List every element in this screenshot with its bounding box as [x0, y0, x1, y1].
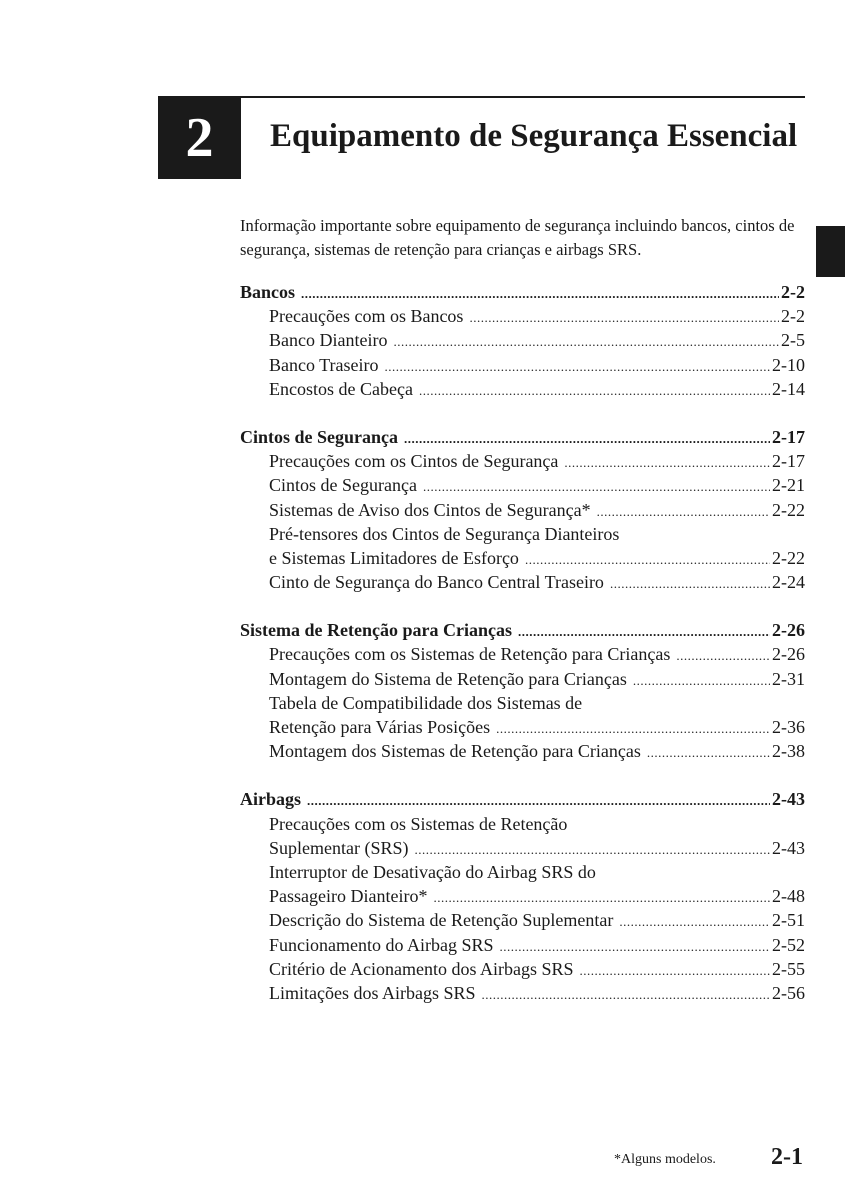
toc-entry[interactable] [240, 836, 805, 860]
toc-dot-leader [525, 548, 770, 572]
toc-entry[interactable] [240, 715, 805, 739]
toc-dot-leader [404, 427, 770, 451]
table-of-contents [240, 280, 805, 1029]
toc-dot-leader [393, 330, 779, 354]
toc-entry[interactable] [240, 522, 805, 546]
toc-entry-label: Precauções com os Cintos de Segurança [269, 451, 559, 472]
toc-entry-label: Cinto de Segurança do Banco Central Traseiro [269, 572, 604, 593]
toc-entry-label: Precauções com os Sistemas de Retenção [269, 813, 568, 834]
toc-page-number: 2-43 [772, 837, 805, 858]
toc-section [240, 787, 805, 1005]
toc-entry-label: Montagem do Sistema de Retenção para Crianças [269, 668, 627, 689]
toc-page-number: 2-43 [772, 789, 805, 810]
toc-dot-leader [500, 935, 771, 959]
toc-entry[interactable] [240, 304, 805, 328]
toc-page-number: 2-14 [772, 378, 805, 399]
toc-entry[interactable] [240, 884, 805, 908]
toc-page-number: 2-56 [772, 982, 805, 1003]
toc-entry-label: Cintos de Segurança [240, 426, 399, 447]
toc-page-number: 2-26 [772, 644, 805, 665]
toc-section-heading[interactable] [240, 787, 805, 811]
toc-entry[interactable] [240, 908, 805, 932]
toc-section-heading[interactable] [240, 425, 805, 449]
toc-entry-label: Descrição do Sistema de Retenção Suplementar [269, 910, 614, 931]
chapter-title: Equipamento de Segurança Essencial [270, 118, 798, 154]
toc-entry-label: Suplementar (SRS) [269, 837, 409, 858]
toc-page-number: 2-22 [772, 547, 805, 568]
toc-page-number: 2-5 [781, 330, 805, 351]
toc-entry-label: Funcionamento do Airbag SRS [269, 934, 494, 955]
toc-dot-leader [597, 500, 770, 524]
toc-dot-leader [676, 644, 770, 668]
toc-section [240, 425, 805, 594]
toc-entry-label: Retenção para Várias Posições [269, 717, 491, 737]
toc-section [240, 618, 805, 763]
toc-dot-leader [307, 789, 770, 813]
toc-entry[interactable] [240, 739, 805, 763]
toc-section-heading[interactable] [240, 280, 805, 304]
toc-entry-label: Banco Dianteiro [269, 330, 388, 351]
toc-entry-label: Critério de Acionamento dos Airbags SRS [269, 958, 574, 979]
toc-entry[interactable] [240, 667, 805, 691]
toc-entry[interactable] [240, 473, 805, 497]
toc-dot-leader [619, 910, 770, 934]
toc-dot-leader [415, 838, 771, 862]
toc-dot-leader [385, 355, 771, 379]
toc-section [240, 280, 805, 401]
intro-paragraph: Informação importante sobre equipamento de segurança incluindo bancos, cintos de segurança, sistemas de retenção para crianças e airbags SRS. [240, 216, 795, 259]
chapter-header-rule [240, 96, 805, 98]
toc-entry[interactable] [240, 328, 805, 352]
toc-page-number: 2-55 [772, 958, 805, 979]
chapter-number-box [158, 96, 241, 179]
toc-dot-leader [633, 669, 770, 693]
toc-dot-leader [419, 379, 770, 403]
toc-entry-label: Encostos de Cabeça [269, 378, 413, 399]
chapter-number: 2 [185, 106, 214, 169]
toc-entry-label: Airbags [240, 789, 302, 810]
toc-entry-label: Banco Traseiro [269, 354, 379, 375]
toc-section-heading[interactable] [240, 618, 805, 642]
toc-entry-label: Passageiro Dianteiro* [269, 886, 428, 907]
toc-dot-leader [610, 572, 770, 596]
toc-entry-label: Sistemas de Aviso dos Cintos de Segurança* [269, 499, 591, 520]
toc-dot-leader [423, 475, 770, 499]
toc-entry-label: e Sistemas Limitadores de Esforço [269, 547, 519, 568]
toc-entry[interactable] [240, 642, 805, 666]
toc-page-number: 2-21 [772, 475, 805, 496]
toc-dot-leader [301, 282, 779, 306]
toc-page-number: 2-51 [772, 910, 805, 931]
toc-entry-label: Tabela de Compatibilidade dos Sistemas de [269, 692, 583, 713]
toc-dot-leader [433, 886, 770, 910]
toc-entry-label: Interruptor de Desativação do Airbag SRS do [269, 861, 596, 882]
toc-page-number: 2-22 [772, 499, 805, 520]
toc-entry[interactable] [240, 957, 805, 981]
toc-dot-leader [482, 983, 771, 1007]
toc-dot-leader [647, 741, 770, 765]
toc-page-number: 2-17 [772, 451, 805, 472]
toc-dot-leader [579, 959, 770, 983]
toc-entry[interactable] [240, 377, 805, 401]
toc-page-number: 2-26 [772, 620, 805, 641]
toc-entry-label: Sistema de Retenção para Crianças [240, 620, 512, 641]
toc-dot-leader [496, 717, 770, 741]
toc-entry[interactable] [240, 933, 805, 957]
toc-page-number: 2-10 [772, 354, 805, 375]
toc-entry-label: Precauções com os Bancos [269, 306, 464, 327]
toc-entry[interactable] [240, 860, 805, 884]
toc-page-number: 2-36 [772, 717, 805, 737]
toc-page-number: 2-48 [772, 886, 805, 907]
toc-page-number: 2-2 [781, 306, 805, 327]
toc-page-number: 2-38 [772, 741, 805, 762]
toc-entry[interactable] [240, 570, 805, 594]
toc-dot-leader [518, 620, 770, 644]
chapter-thumb-tab [816, 226, 845, 277]
toc-entry-label: Limitações dos Airbags SRS [269, 982, 476, 1003]
toc-entry[interactable] [240, 498, 805, 522]
toc-entry[interactable] [240, 691, 805, 715]
toc-entry[interactable] [240, 546, 805, 570]
toc-page-number: 2-31 [772, 668, 805, 689]
toc-page-number: 2-2 [781, 282, 805, 302]
toc-entry-label: Cintos de Segurança [269, 475, 417, 496]
toc-entry-label: Montagem dos Sistemas de Retenção para Crianças [269, 741, 641, 762]
toc-page-number: 2-24 [772, 572, 805, 593]
page-number: 2-1 [771, 1144, 803, 1170]
footnote: *Alguns modelos. [614, 1152, 716, 1167]
toc-dot-leader [564, 451, 770, 475]
toc-entry[interactable] [240, 812, 805, 836]
toc-entry-label: Bancos [240, 282, 296, 302]
toc-entry[interactable] [240, 449, 805, 473]
toc-page-number: 2-52 [772, 934, 805, 955]
toc-entry-label: Pré-tensores dos Cintos de Segurança Dianteiros [269, 523, 620, 544]
toc-page-number: 2-17 [772, 426, 805, 447]
toc-entry-label: Precauções com os Sistemas de Retenção para Crianças [269, 644, 671, 665]
toc-entry[interactable] [240, 981, 805, 1005]
toc-entry[interactable] [240, 353, 805, 377]
toc-dot-leader [469, 306, 779, 330]
